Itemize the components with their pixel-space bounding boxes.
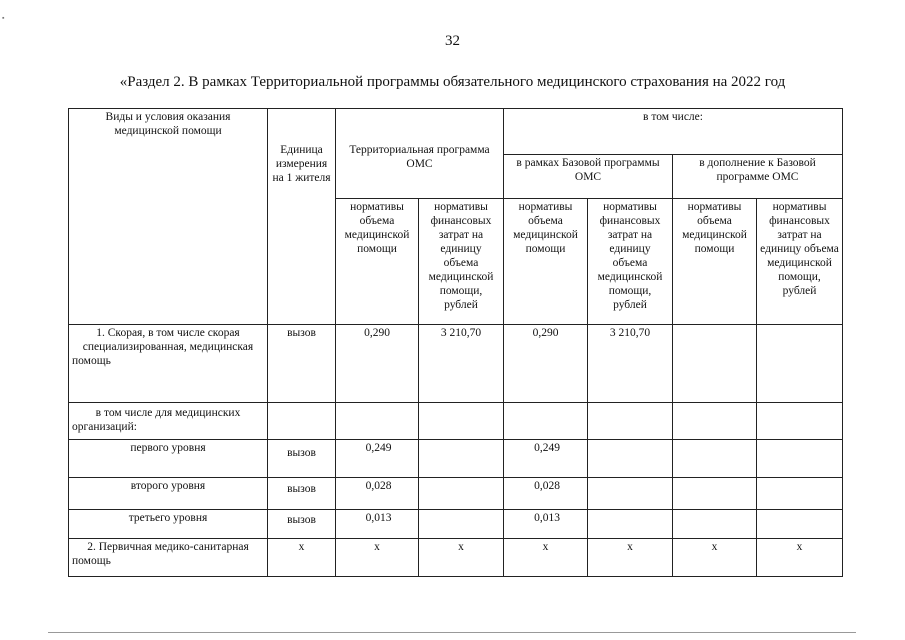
- header-basic-volume-norms: нормативы объема медицинской помощи: [504, 199, 588, 325]
- row-tp-volume: [336, 403, 419, 440]
- row-add-cost: [757, 440, 843, 478]
- header-territorial-program: Территориальная программа ОМС: [336, 109, 504, 199]
- row-tp-cost: x: [419, 539, 504, 577]
- row-name: второго уровня: [69, 478, 268, 510]
- row-unit: [268, 403, 336, 440]
- row-basic-volume: 0,290: [504, 325, 588, 403]
- table-row: [69, 325, 843, 403]
- row-name: в том числе для медицинских организаций:: [69, 403, 268, 440]
- row-name: третьего уровня: [69, 510, 268, 539]
- row-add-cost: [757, 403, 843, 440]
- header-tp-volume-norms: нормативы объема медицинской помощи: [336, 199, 419, 325]
- row-add-volume: [673, 440, 757, 478]
- row-add-cost: [757, 510, 843, 539]
- header-add-cost-norms: нормативы финансовых затрат на единицу объема медицинской помощи, рублей: [757, 199, 843, 325]
- row-tp-volume: 0,013: [336, 510, 419, 539]
- header-tp-cost-norms: нормативы финансовых затрат на единицу объема медицинской помощи, рублей: [419, 199, 504, 325]
- table-row: [69, 539, 843, 577]
- row-unit: вызов: [268, 440, 336, 478]
- row-tp-volume: 0,028: [336, 478, 419, 510]
- row-unit: x: [268, 539, 336, 577]
- row-add-volume: x: [673, 539, 757, 577]
- header-row: [69, 109, 843, 155]
- row-add-volume: [673, 403, 757, 440]
- table-row: [69, 510, 843, 539]
- page-number: 32: [445, 33, 460, 49]
- row-add-cost: [757, 325, 843, 403]
- row-basic-volume: x: [504, 539, 588, 577]
- row-unit: вызов: [268, 478, 336, 510]
- scan-mark: ▪: [2, 14, 5, 22]
- row-add-cost: x: [757, 539, 843, 577]
- row-add-cost: [757, 478, 843, 510]
- row-basic-cost: x: [588, 539, 673, 577]
- header-unit: Единица измерения на 1 жителя: [268, 109, 336, 325]
- row-tp-cost: [419, 440, 504, 478]
- row-basic-volume: [504, 403, 588, 440]
- row-basic-volume: 0,249: [504, 440, 588, 478]
- header-in-addition-to-basic: в дополнение к Базовой программе ОМС: [673, 155, 843, 199]
- row-basic-volume: 0,028: [504, 478, 588, 510]
- norms-table: [68, 108, 843, 577]
- row-tp-cost: [419, 403, 504, 440]
- row-tp-cost: [419, 478, 504, 510]
- row-basic-cost: [588, 510, 673, 539]
- header-including: в том числе:: [504, 109, 843, 155]
- row-basic-cost: [588, 403, 673, 440]
- table-row: [69, 440, 843, 478]
- header-types-of-care: Виды и условия оказания медицинской помощи: [69, 109, 268, 325]
- row-tp-cost: 3 210,70: [419, 325, 504, 403]
- row-name: 2. Первичная медико-санитарная помощь: [69, 539, 268, 577]
- row-tp-volume: 0,249: [336, 440, 419, 478]
- row-basic-cost: 3 210,70: [588, 325, 673, 403]
- row-basic-cost: [588, 440, 673, 478]
- row-tp-cost: [419, 510, 504, 539]
- row-tp-volume: 0,290: [336, 325, 419, 403]
- row-add-volume: [673, 325, 757, 403]
- page-bottom-rule: [48, 632, 856, 633]
- row-unit: вызов: [268, 325, 336, 403]
- row-basic-cost: [588, 478, 673, 510]
- header-add-volume-norms: нормативы объема медицинской помощи: [673, 199, 757, 325]
- table-row: [69, 403, 843, 440]
- row-add-volume: [673, 478, 757, 510]
- table-row: [69, 478, 843, 510]
- row-add-volume: [673, 510, 757, 539]
- header-within-basic: в рамках Базовой программы ОМС: [504, 155, 673, 199]
- row-name: первого уровня: [69, 440, 268, 478]
- section-title: «Раздел 2. В рамках Территориальной программы обязательного медицинского страхования на 2022 год: [119, 74, 786, 90]
- row-basic-volume: 0,013: [504, 510, 588, 539]
- row-unit: вызов: [268, 510, 336, 539]
- row-name: 1. Скорая, в том числе скорая специализированная, медицинская помощь: [69, 325, 268, 403]
- row-tp-volume: x: [336, 539, 419, 577]
- header-basic-cost-norms: нормативы финансовых затрат на единицу объема медицинской помощи, рублей: [588, 199, 673, 325]
